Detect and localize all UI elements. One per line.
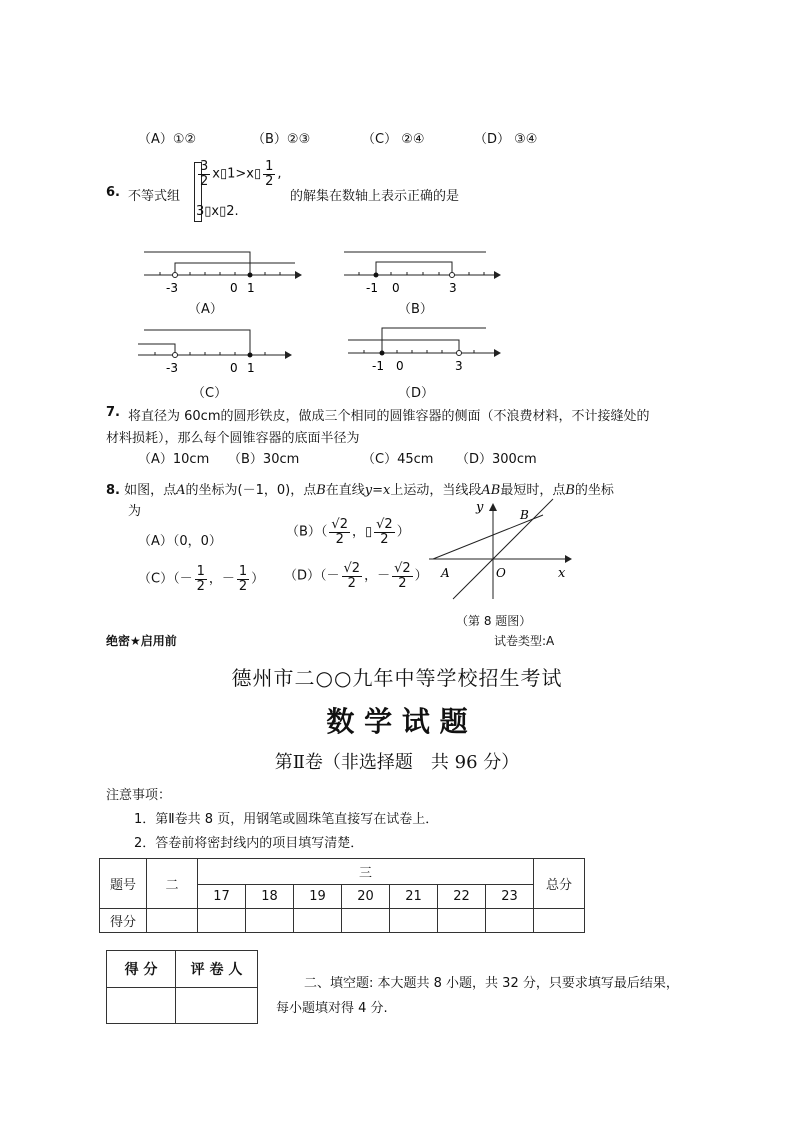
- score-cell[interactable]: [486, 909, 534, 933]
- col-q20: 20: [342, 885, 390, 909]
- row-label-question-no: 题号: [100, 859, 147, 909]
- tick-label: 0: [392, 281, 400, 295]
- review-reviewer-label: 评 卷 人: [176, 951, 258, 988]
- col-q18: 18: [246, 885, 294, 909]
- axis-label-y: y: [476, 500, 484, 515]
- q8-figure-caption: （第 8 题图）: [456, 614, 532, 628]
- q7-line-1: 将直径为 60cm的圆形铁皮，做成三个相同的圆锥容器的侧面（不浪费材料，不计接缝处的: [128, 409, 650, 424]
- q6-number: 6.: [106, 185, 120, 200]
- review-reviewer-cell[interactable]: [176, 987, 258, 1024]
- tick-label: -1: [372, 359, 384, 373]
- col-q17: 17: [198, 885, 246, 909]
- score-cell[interactable]: [390, 909, 438, 933]
- score-cell[interactable]: [147, 909, 198, 933]
- section2-line-2: 每小题填对得 4 分.: [276, 1001, 388, 1016]
- point-label-b: B: [520, 508, 529, 522]
- section2-line-1: 二、填空题: 本大题共 8 小题，共 32 分，只要求填写最后结果，: [304, 976, 679, 991]
- q6-option-c-label: （C）: [192, 386, 228, 401]
- origin-label: O: [496, 566, 506, 580]
- col-total: 总分: [534, 859, 585, 909]
- col-q21: 21: [390, 885, 438, 909]
- exam-title: 德州市二○○九年中等学校招生考试: [231, 666, 563, 690]
- note-2: 2．答卷前将密封线内的项目填写清楚．: [134, 836, 364, 851]
- score-cell[interactable]: [438, 909, 486, 933]
- q5-option-d: （D） ③④: [474, 132, 538, 147]
- review-box: [106, 950, 258, 1024]
- q6-option-d-label: （D）: [398, 386, 435, 401]
- col-q19: 19: [294, 885, 342, 909]
- q8-option-d: （D）（－ $\frac{√2}{2}$ ，－ $\frac{√2}{2}$ ）: [284, 561, 428, 591]
- score-cell[interactable]: [246, 909, 294, 933]
- score-cell[interactable]: [294, 909, 342, 933]
- tick-label: -1: [366, 281, 378, 295]
- tick-label: 1: [247, 361, 255, 375]
- q8-line-2: 为: [128, 504, 142, 519]
- col-q22: 22: [438, 885, 486, 909]
- q5-option-a: （A）①②: [138, 132, 197, 147]
- q7-option-b: （B）30cm: [228, 452, 300, 467]
- point-label-a: A: [441, 566, 450, 580]
- axis-label-x: x: [558, 566, 566, 581]
- q7-option-c: （C）45cm: [362, 452, 434, 467]
- tick-label: 1: [247, 281, 255, 295]
- q6-stem-post: 的解集在数轴上表示正确的是: [290, 189, 460, 204]
- q7-option-d: （D）300cm: [456, 452, 537, 467]
- score-cell[interactable]: [342, 909, 390, 933]
- q5-option-b: （B）②③: [252, 132, 311, 147]
- row-label-score: 得分: [100, 909, 147, 933]
- col-q23: 23: [486, 885, 534, 909]
- q6-system-line-2: 3▯x▯2.: [196, 204, 239, 219]
- notes-title: 注意事项：: [106, 788, 172, 803]
- q6-option-a-label: （A）: [188, 302, 223, 317]
- q7-number: 7.: [106, 405, 120, 420]
- note-1: 1．第Ⅱ卷共 8 页，用钢笔或圆珠笔直接写在试卷上．: [134, 812, 439, 827]
- q7-line-2: 材料损耗），那么每个圆锥容器的底面半径为: [106, 431, 360, 446]
- q8-option-a: （A）（0，0）: [138, 534, 222, 549]
- tick-label: -3: [166, 361, 178, 375]
- q8-line-1: 8. 如图，点A的坐标为(－1，0)，点B在直线y=x上运动，当线段AB最短时，点B的坐标: [106, 483, 614, 498]
- q6-stem-pre: 不等式组: [128, 189, 181, 204]
- tick-label: 0: [396, 359, 404, 373]
- secret-label: 绝密★启用前: [106, 634, 177, 648]
- q6-option-b-label: （B）: [398, 302, 433, 317]
- tick-label: -3: [166, 281, 178, 295]
- q5-option-c: （C） ②④: [362, 132, 425, 147]
- q6-system-line-1: $\frac{3}{2}$ x▯1>x▯ $\frac{1}{2}$ ,: [200, 159, 282, 189]
- q8-option-c: （C）（－ $\frac{1}{2}$ ，－ $\frac{1}{2}$ ）: [138, 564, 265, 594]
- tick-label: 3: [449, 281, 457, 295]
- score-cell[interactable]: [534, 909, 585, 933]
- tick-label: 3: [455, 359, 463, 373]
- subject-title: 数 学 试 题: [326, 705, 468, 738]
- score-cell[interactable]: [198, 909, 246, 933]
- volume-title: 第Ⅱ卷（非选择题 共 96 分）: [274, 752, 520, 773]
- tick-label: 0: [230, 281, 238, 295]
- review-score-cell[interactable]: [107, 987, 176, 1024]
- col-section-two: 二: [147, 859, 198, 909]
- score-table: [99, 858, 585, 933]
- q8-figure: [425, 495, 585, 605]
- q7-option-a: （A）10cm: [138, 452, 210, 467]
- paper-type: 试卷类型:A: [494, 634, 555, 648]
- q8-option-b: （B）（ $\frac{√2}{2}$ ，▯ $\frac{√2}{2}$ ）: [286, 517, 410, 547]
- col-section-three: 三: [198, 859, 534, 885]
- tick-label: 0: [230, 361, 238, 375]
- review-score-label: 得 分: [107, 951, 176, 988]
